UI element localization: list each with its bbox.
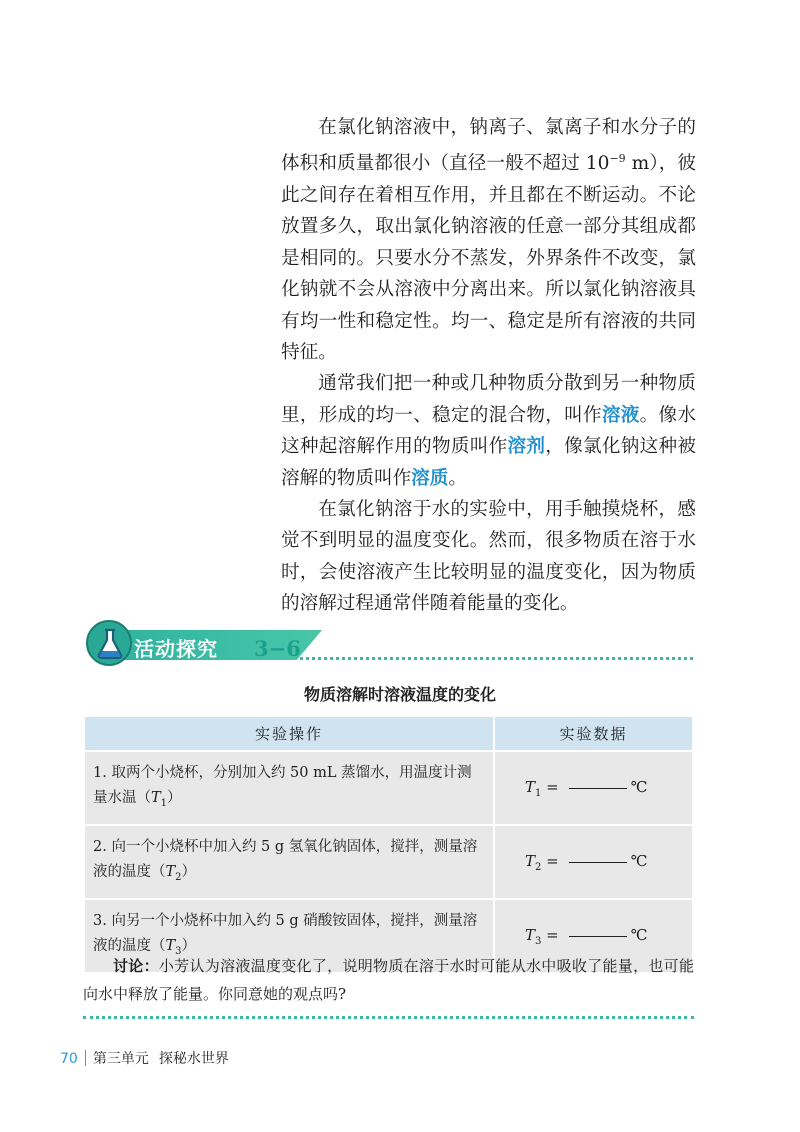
term-solution: 溶液 [601,404,640,426]
term-solvent: 溶剂 [507,436,546,458]
table-row [84,751,693,825]
activity-number: 3−6 [254,636,301,661]
activity-subtitle: 物质溶解时溶液温度的变化 [303,685,496,704]
discussion [83,952,694,1008]
exponent: −9 [609,152,626,166]
operation-cell: 3. 向另一个小烧杯中加入约 5 g 硝酸铵固体，搅拌，测量溶液的温度$(T_3)$ [84,899,494,973]
table-row [84,825,693,899]
data-cell: $T_2$ = ℃ [494,825,693,899]
bottom-dotted-divider [83,1016,694,1019]
main-text [281,112,696,620]
page-footer [60,1048,229,1068]
paragraph-1: 在氯化钠溶液中，钠离子、氯离子和水分子的体积和质量都很小（直径一般不超过 $10^{-9}$ m），彼此之间存在着相互作用，并且都在不断运动。不论放置多久，取出氯化钠溶液的任意一部分其组成都是相同的。只要水分不蒸发，外界条件不改变，氯化钠就不会从溶液中分离出来。所以氯化钠溶液具有均一性和稳定性。均一、稳定是所有溶液的共同特征。 [281,117,696,364]
unit-label: 第三单元 [92,1051,149,1067]
discussion-label: 讨论： [113,957,159,975]
flask-icon [86,620,132,666]
data-cell: $T_3$ = ℃ [494,899,693,973]
answer-blank[interactable] [569,788,627,789]
header-operation: 实验操作 [84,716,494,751]
page-number: 70 [60,1051,78,1067]
paragraph-3: 在氯化钠溶于水的实验中，用手触摸烧杯，感觉不到明显的温度变化。然而，很多物质在溶于水时，会使溶液产生比较明显的温度变化，因为物质的溶解过程通常伴随着能量的变化。 [281,499,696,615]
experiment-table [83,715,694,974]
activity-header [86,620,698,668]
dotted-divider [300,657,693,660]
answer-blank[interactable] [569,862,627,863]
operation-cell: 2. 向一个小烧杯中加入约 5 g 氢氧化钠固体，搅拌，测量溶液的温度$(T_2)$ [84,825,494,899]
footer-separator [85,1050,86,1066]
table-header-row [84,716,693,751]
term-solute: 溶质 [411,467,449,489]
discussion-text: 小芳认为溶液温度变化了，说明物质在溶于水时可能从水中吸收了能量，也可能向水中释放了能量。你同意她的观点吗? [83,957,694,1003]
operation-cell: 1. 取两个小烧杯，分别加入约 50 mL 蒸馏水，用温度计测量水温$(T_1)$ [84,751,494,825]
answer-blank[interactable] [569,936,627,937]
data-cell: $T_1$ = ℃ [494,751,693,825]
unit-title: 探秘水世界 [158,1051,229,1067]
activity-title: 活动探究 [134,637,218,661]
header-data: 实验数据 [494,716,693,751]
paragraph-2: 通常我们把一种或几种物质分散到另一种物质里，形成的均一、稳定的混合物，叫作溶液。像水这种起溶解作用的物质叫作溶剂，像氯化钠这种被溶解的物质叫作溶质。 [281,373,696,489]
